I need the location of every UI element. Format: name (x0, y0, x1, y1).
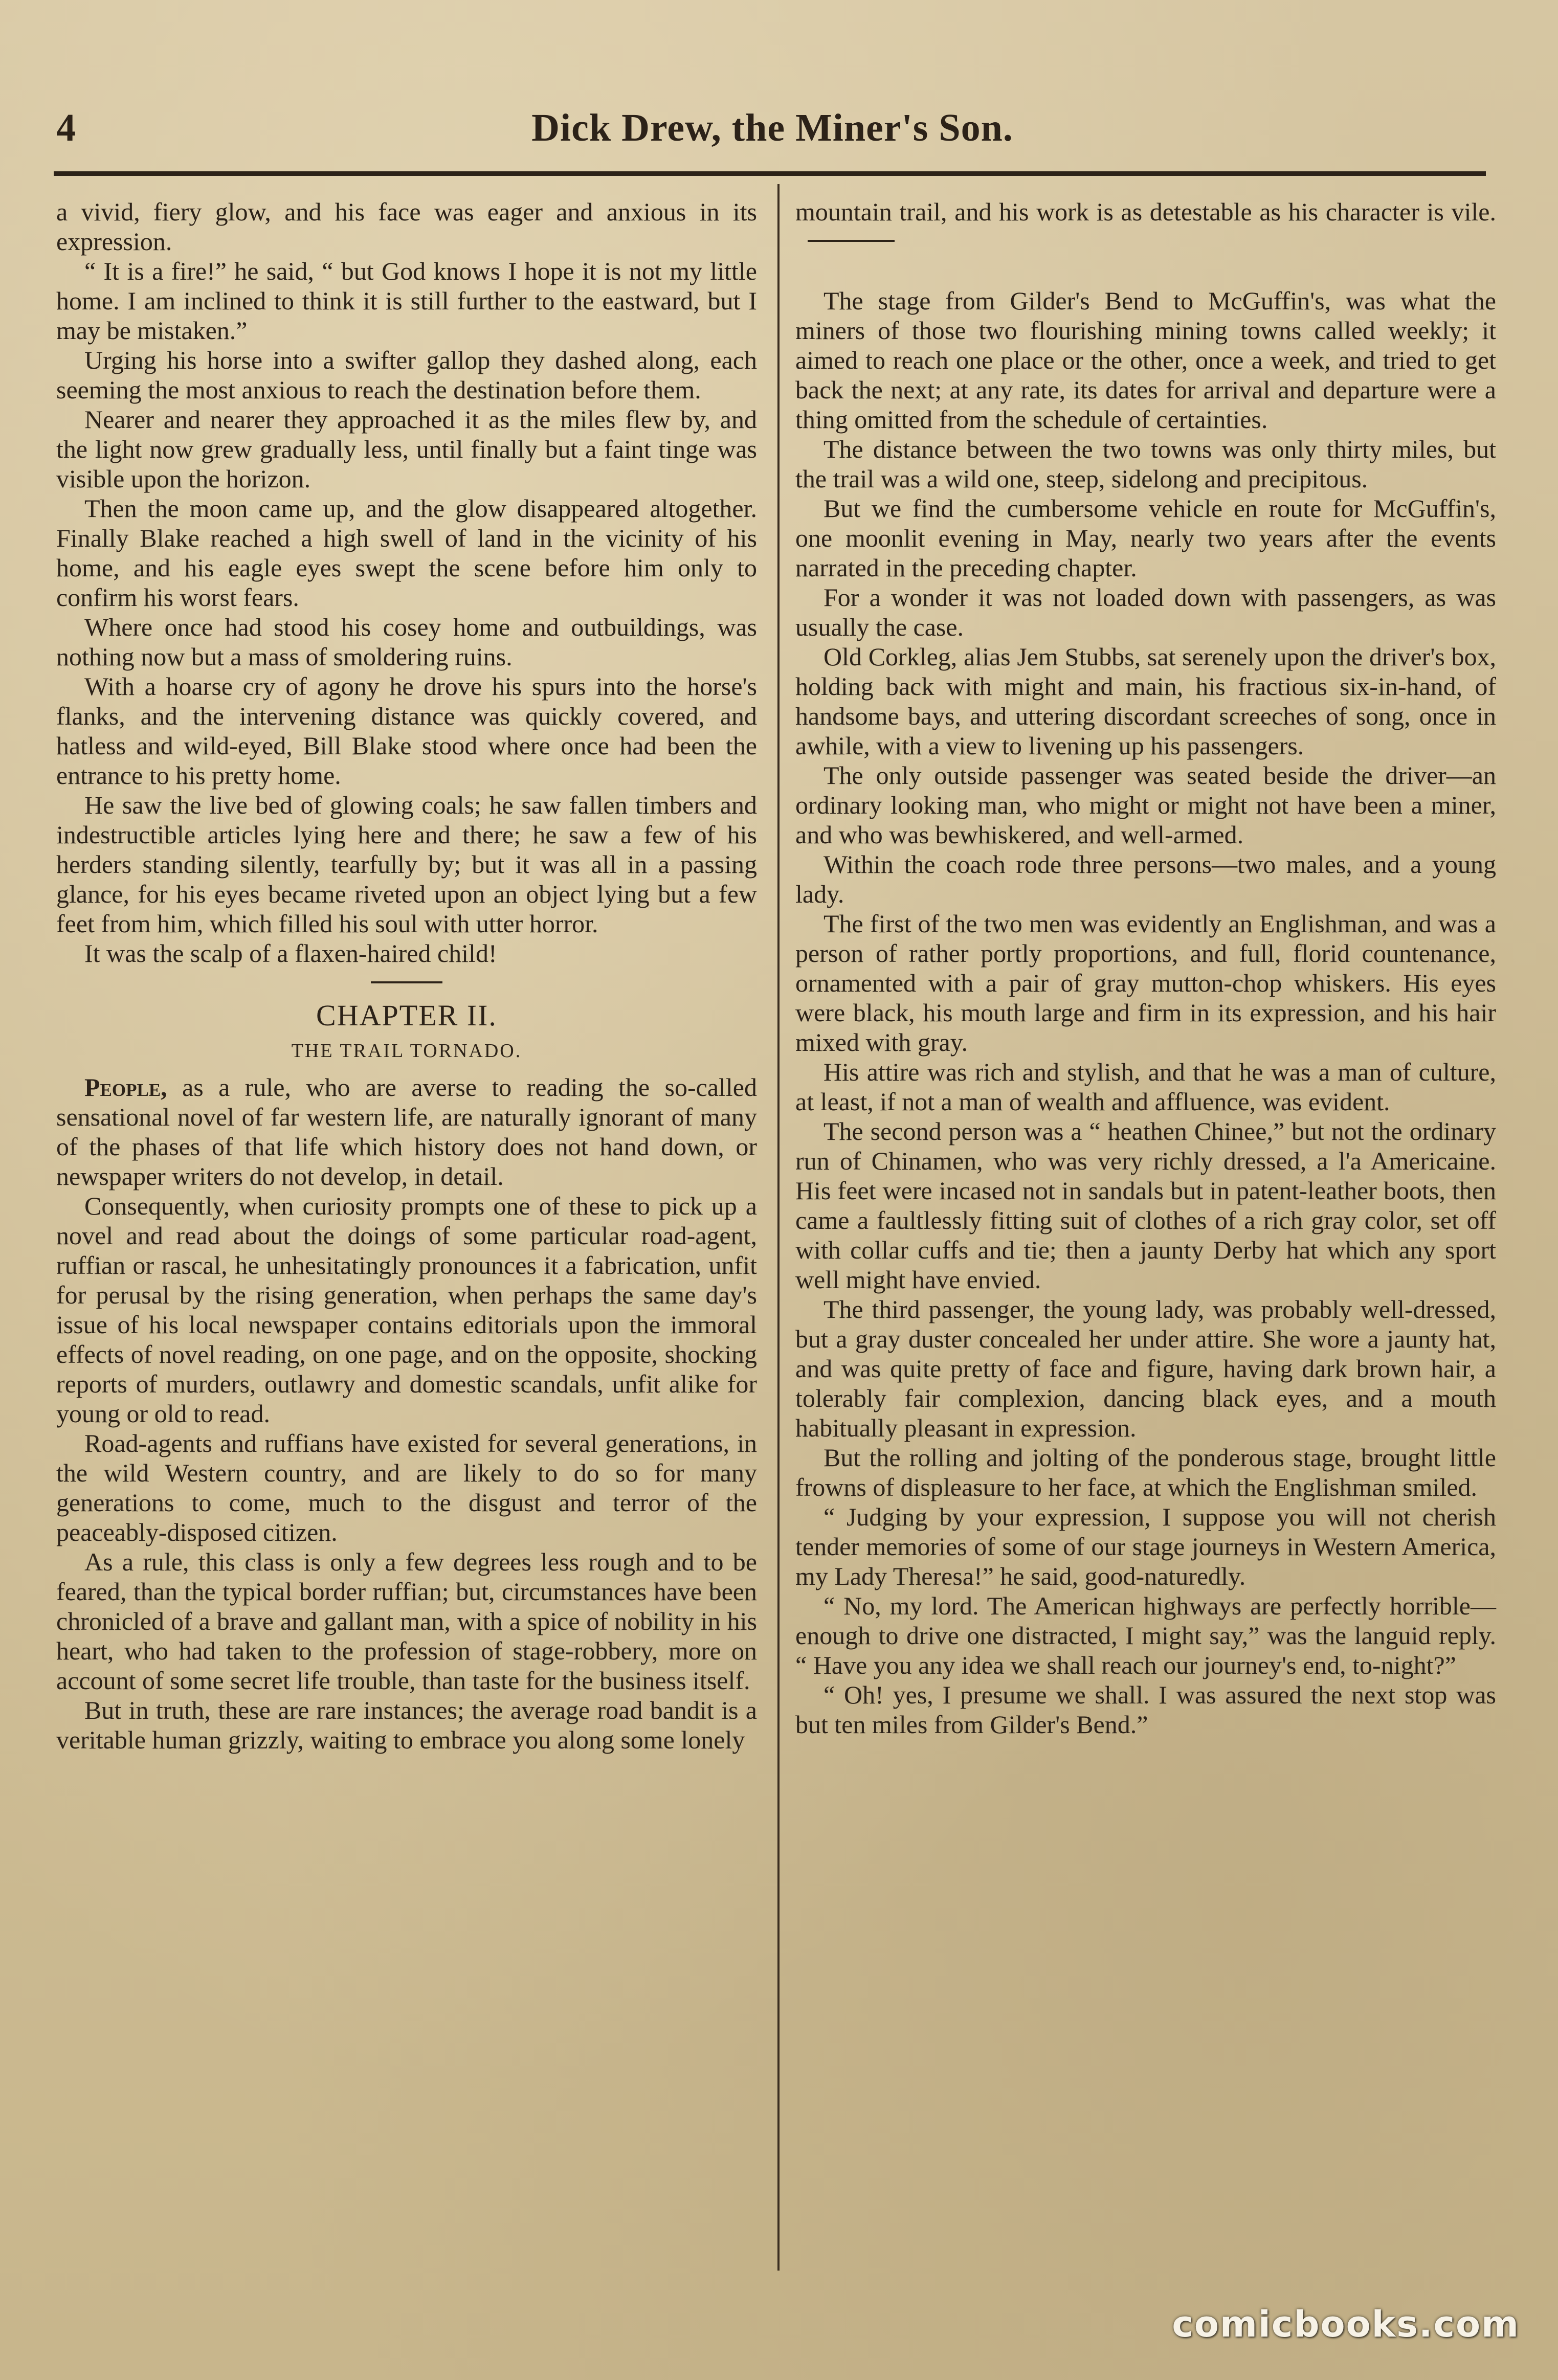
paragraph: He saw the live bed of glowing coals; he saw fallen timbers and indestructible articles lying here and there; he saw a few of his herders standing silently, tearfully by; but it was all in a passing glance, for his eyes became riveted upon an object lying but a few feet from him, which filled his soul with utter horror. (56, 791, 757, 938)
opening-paragraph-text: as a rule, who are averse to reading the so-called sensational novel of far western life, are naturally ignorant of many of the phases of that life which history does not hand down, or newspaper writers do not develop, in detail. (56, 1073, 757, 1191)
site-watermark: comicbooks.com (1172, 2303, 1520, 2345)
paragraph: The only outside passenger was seated beside the driver—an ordinary looking man, who might or might not have been a miner, and who was bewhiskered, and well-armed. (795, 761, 1496, 849)
paragraph: Within the coach rode three persons—two males, and a young lady. (795, 850, 1496, 908)
opening-word: People, (84, 1073, 167, 1102)
paragraph: Where once had stood his cosey home and outbuildings, was nothing now but a mass of smoldering ruins. (56, 613, 757, 671)
column-divider (777, 184, 780, 2271)
paragraph: The second person was a “ heathen Chinee,” but not the ordinary run of Chinamen, who was very richly dressed, a l'a Americaine. His feet were incased not in sandals but in patent-leather boots, then came a faultlessly fitting suit of clothes of a rich gray color, set off with collar cuffs and tie; then a jaunty Derby hat which any sport well might have envied. (795, 1117, 1496, 1294)
paragraph: “ No, my lord. The American highways are perfectly horrible—enough to drive one distracted, I might say,” was the languid reply. “ Have you any idea we shall reach our journey's end, to-night?” (795, 1591, 1496, 1679)
paragraph: a vivid, fiery glow, and his face was eager and anxious in its expression. (56, 197, 757, 256)
paragraph: Consequently, when curiosity prompts one of these to pick up a novel and read about the doings of some particular road-agent, ruffian or rascal, he unhesitatingly pronounces it a fabrication, unfit for perusal by the rising generation, when perhaps the same day's issue of his local newspaper contains editorials upon the immoral effects of novel reading, on one page, and on the opposite, shocking reports of murders, outlawry and domestic scandals, unfit alike for young or old to read. (56, 1192, 757, 1428)
paragraph: “ It is a fire!” he said, “ but God knows I hope it is not my little home. I am inclined to think it is still further to the eastward, but I may be mistaken.” (56, 257, 757, 345)
paragraph: “ Oh! yes, I presume we shall. I was assured the next stop was but ten miles from Gilder's Bend.” (795, 1680, 1496, 1739)
section-rule (371, 981, 442, 983)
paragraph: The distance between the two towns was only thirty miles, but the trail was a wild one, steep, sidelong and precipitous. (795, 435, 1496, 493)
paragraph: The stage from Gilder's Bend to McGuffin's, was what the miners of those two flourishing mining towns called weekly; it aimed to reach one place or the other, once a week, and tried to get back the next; at any rate, its dates for arrival and departure were a thing omitted from the schedule of certainties. (795, 286, 1496, 434)
continuation-paragraph (795, 197, 1496, 256)
paragraph: It was the scalp of a flaxen-haired child! (84, 939, 497, 968)
paragraph: With a hoarse cry of agony he drove his spurs into the horse's flanks, and the intervening distance was quickly covered, and hatless and wild-eyed, Bill Blake stood where once had been the entrance to his pretty home. (56, 672, 757, 790)
paragraph: “ Judging by your expression, I suppose you will not cherish tender memories of some of our stage journeys in Western America, my Lady Theresa!” he said, good-naturedly. (795, 1502, 1496, 1590)
paragraph: The third passenger, the young lady, was probably well-dressed, but a gray duster concealed her under attire. She wore a jaunty hat, and was quite pretty of face and figure, having dark brown hair, a tolerably fair complexion, dancing black eyes, and a mouth habitually pleasant in expression. (795, 1295, 1496, 1442)
header-rule (54, 171, 1486, 176)
opening-paragraph (56, 1072, 757, 1191)
paragraph: Then the moon came up, and the glow disappeared altogether. Finally Blake reached a high swell of land in the vicinity of his home, and his eagle eyes swept the scene before him only to confirm his worst fears. (56, 494, 757, 612)
section-spacer (795, 256, 1496, 286)
chapter-heading: CHAPTER II. (316, 999, 497, 1032)
running-title: Dick Drew, the Miner's Son. (531, 106, 1013, 149)
paragraph: But in truth, these are rare instances; the average road bandit is a veritable human grizzly, waiting to embrace you along some lonely (56, 1696, 757, 1754)
paragraph: As a rule, this class is only a few degrees less rough and to be feared, than the typical border ruffian; but, circumstances have been chronicled of a brave and gallant man, with a spice of nobility in his heart, who had taken to the profession of stage-robbery, more on account of some secret life trouble, than taste for the business itself. (56, 1547, 757, 1695)
page-number: 4 (56, 106, 76, 149)
page-header (56, 105, 1488, 151)
right-column (795, 197, 1496, 1739)
paragraph: Road-agents and ruffians have existed for several generations, in the wild Western country, and are likely to do so for many generations to come, much to the disgust and terror of the peaceably-disposed citizen. (56, 1429, 757, 1546)
paragraph: But we find the cumbersome vehicle en route for McGuffin's, one moonlit evening in May, nearly two years after the events narrated in the preceding chapter. (795, 494, 1496, 582)
left-column (56, 197, 757, 1755)
paragraph: His attire was rich and stylish, and that he was a man of culture, at least, if not a man of wealth and affluence, was evident. (795, 1058, 1496, 1116)
paragraph: The first of the two men was evidently an Englishman, and was a person of rather portly proportions, and full, florid countenance, ornamented with a pair of gray mutton-chop whiskers. His eyes were black, his mouth large and firm in its expression, and his hair mixed with gray. (795, 909, 1496, 1057)
continuation-text: mountain trail, and his work is as detestable as his character is vile. (795, 197, 1496, 226)
paragraph: Urging his horse into a swifter gallop they dashed along, each seeming the most anxious to reach the destination before them. (56, 346, 757, 404)
paragraph: Nearer and nearer they approached it as the miles flew by, and the light now grew gradually less, until finally but a faint tinge was visible upon the horizon. (56, 405, 757, 493)
paragraph: For a wonder it was not loaded down with passengers, as was usually the case. (795, 583, 1496, 641)
chapter-subtitle: THE TRAIL TORNADO. (291, 1040, 522, 1062)
paragraph: Old Corkleg, alias Jem Stubbs, sat serenely upon the driver's box, holding back with might and main, his fractious six-in-hand, of handsome bays, and uttering discordant screeches of song, once in awhile, with a view to livening up his passengers. (795, 642, 1496, 760)
paragraph: But the rolling and jolting of the ponderous stage, brought little frowns of displeasure to her face, at which the Englishman smiled. (795, 1443, 1496, 1501)
section-rule (808, 240, 895, 242)
